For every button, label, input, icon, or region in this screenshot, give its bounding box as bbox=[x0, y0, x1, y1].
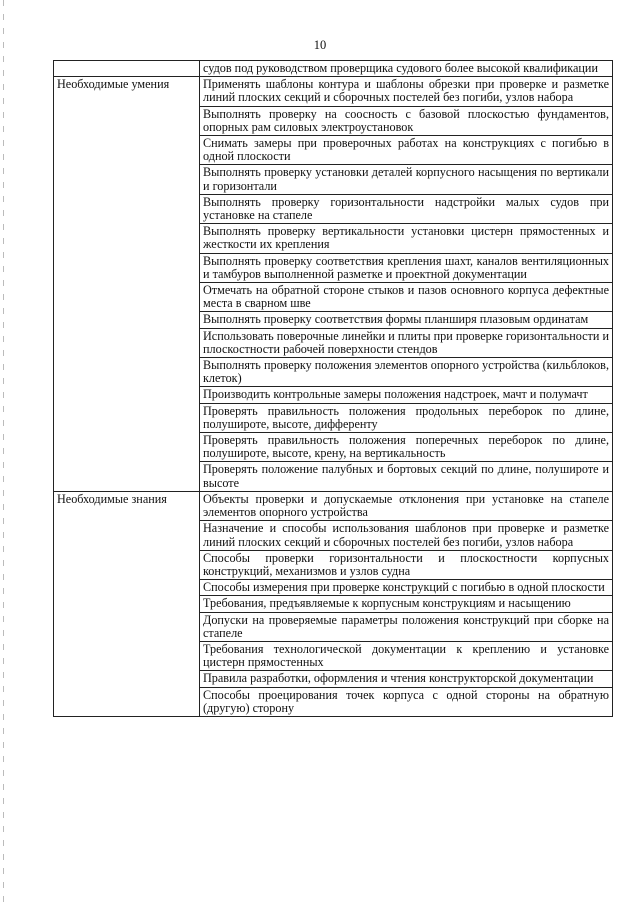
skill-item: Выполнять проверку на соосность с базовой плоскостью фундаментов, опорных рам силовых электроустановок bbox=[200, 106, 613, 135]
continuation-text: судов под руководством проверщика судового более высокой квалификации bbox=[200, 61, 613, 77]
skill-item: Производить контрольные замеры положения надстроек, мачт и полумачт bbox=[200, 387, 613, 403]
table-body bbox=[54, 61, 613, 717]
knowledge-item: Назначение и способы использования шаблонов при проверке и разметке линий плоских секций и сборочных постелей без погиби, узлов набора bbox=[200, 521, 613, 550]
skill-item: Применять шаблоны контура и шаблоны обрезки при проверке и разметке линий плоских секций и сборочных постелей без погиби, узлов набора bbox=[200, 77, 613, 106]
skill-item: Выполнять проверку горизонтальности надстройки малых судов при установке на стапеле bbox=[200, 194, 613, 223]
page-number: 10 bbox=[313, 38, 327, 52]
knowledge-item: Требования технологической документации к креплению и установке цистерн прямостенных bbox=[200, 641, 613, 670]
knowledge-item: Правила разработки, оформления и чтения конструкторской документации bbox=[200, 671, 613, 687]
knowledge-item: Объекты проверки и допускаемые отклонения при установке на стапеле элементов опорного устройства bbox=[200, 491, 613, 520]
knowledge-item: Способы проецирования точек корпуса с одной стороны на обратную (другую) сторону bbox=[200, 687, 613, 716]
knowledge-item: Способы проверки горизонтальности и плоскостности корпусных конструкций, механизмов и узлов судна bbox=[200, 550, 613, 579]
section-label-knowledge: Необходимые знания bbox=[54, 491, 200, 716]
skill-item: Проверять правильность положения поперечных переборок по длине, полушироте, высоте, крену, на вертикальность bbox=[200, 433, 613, 462]
knowledge-item: Допуски на проверяемые параметры положения конструкций при сборке на стапеле bbox=[200, 612, 613, 641]
table-row-continuation bbox=[54, 61, 613, 77]
skill-item: Отмечать на обратной стороне стыков и пазов основного корпуса дефектные места в сварном шве bbox=[200, 283, 613, 312]
table-row-skill bbox=[54, 77, 613, 106]
skill-item: Снимать замеры при проверочных работах на конструкциях с погибью в одной плоскости bbox=[200, 136, 613, 165]
section-label-skill: Необходимые умения bbox=[54, 77, 200, 492]
skill-item: Выполнять проверку соответствия крепления шахт, каналов вентиляционных и тамбуров выполненной разметке и проектной документации bbox=[200, 253, 613, 282]
table-row-knowledge bbox=[54, 491, 613, 520]
knowledge-item: Способы измерения при проверке конструкций с погибью в одной плоскости bbox=[200, 580, 613, 596]
skill-item: Использовать поверочные линейки и плиты при проверке горизонтальности и плоскостности рабочей поверхности стендов bbox=[200, 328, 613, 357]
scan-edge-mark bbox=[3, 0, 4, 905]
knowledge-item: Требования, предъявляемые к корпусным конструкциям и насыщению bbox=[200, 596, 613, 612]
skill-item: Проверять правильность положения продольных переборок по длине, полушироте, высоте, дифференту bbox=[200, 403, 613, 432]
skill-item: Выполнять проверку положения элементов опорного устройства (кильблоков, клеток) bbox=[200, 358, 613, 387]
skill-item: Проверять положение палубных и бортовых секций по длине, полушироте и высоте bbox=[200, 462, 613, 491]
row-label-continuation bbox=[54, 61, 200, 77]
skill-item: Выполнять проверку соответствия формы планширя плазовым ординатам bbox=[200, 312, 613, 328]
competency-table bbox=[53, 60, 613, 717]
skill-item: Выполнять проверку вертикальности установки цистерн прямостенных и жесткости их крепления bbox=[200, 224, 613, 253]
skill-item: Выполнять проверку установки деталей корпусного насыщения по вертикали и горизонтали bbox=[200, 165, 613, 194]
